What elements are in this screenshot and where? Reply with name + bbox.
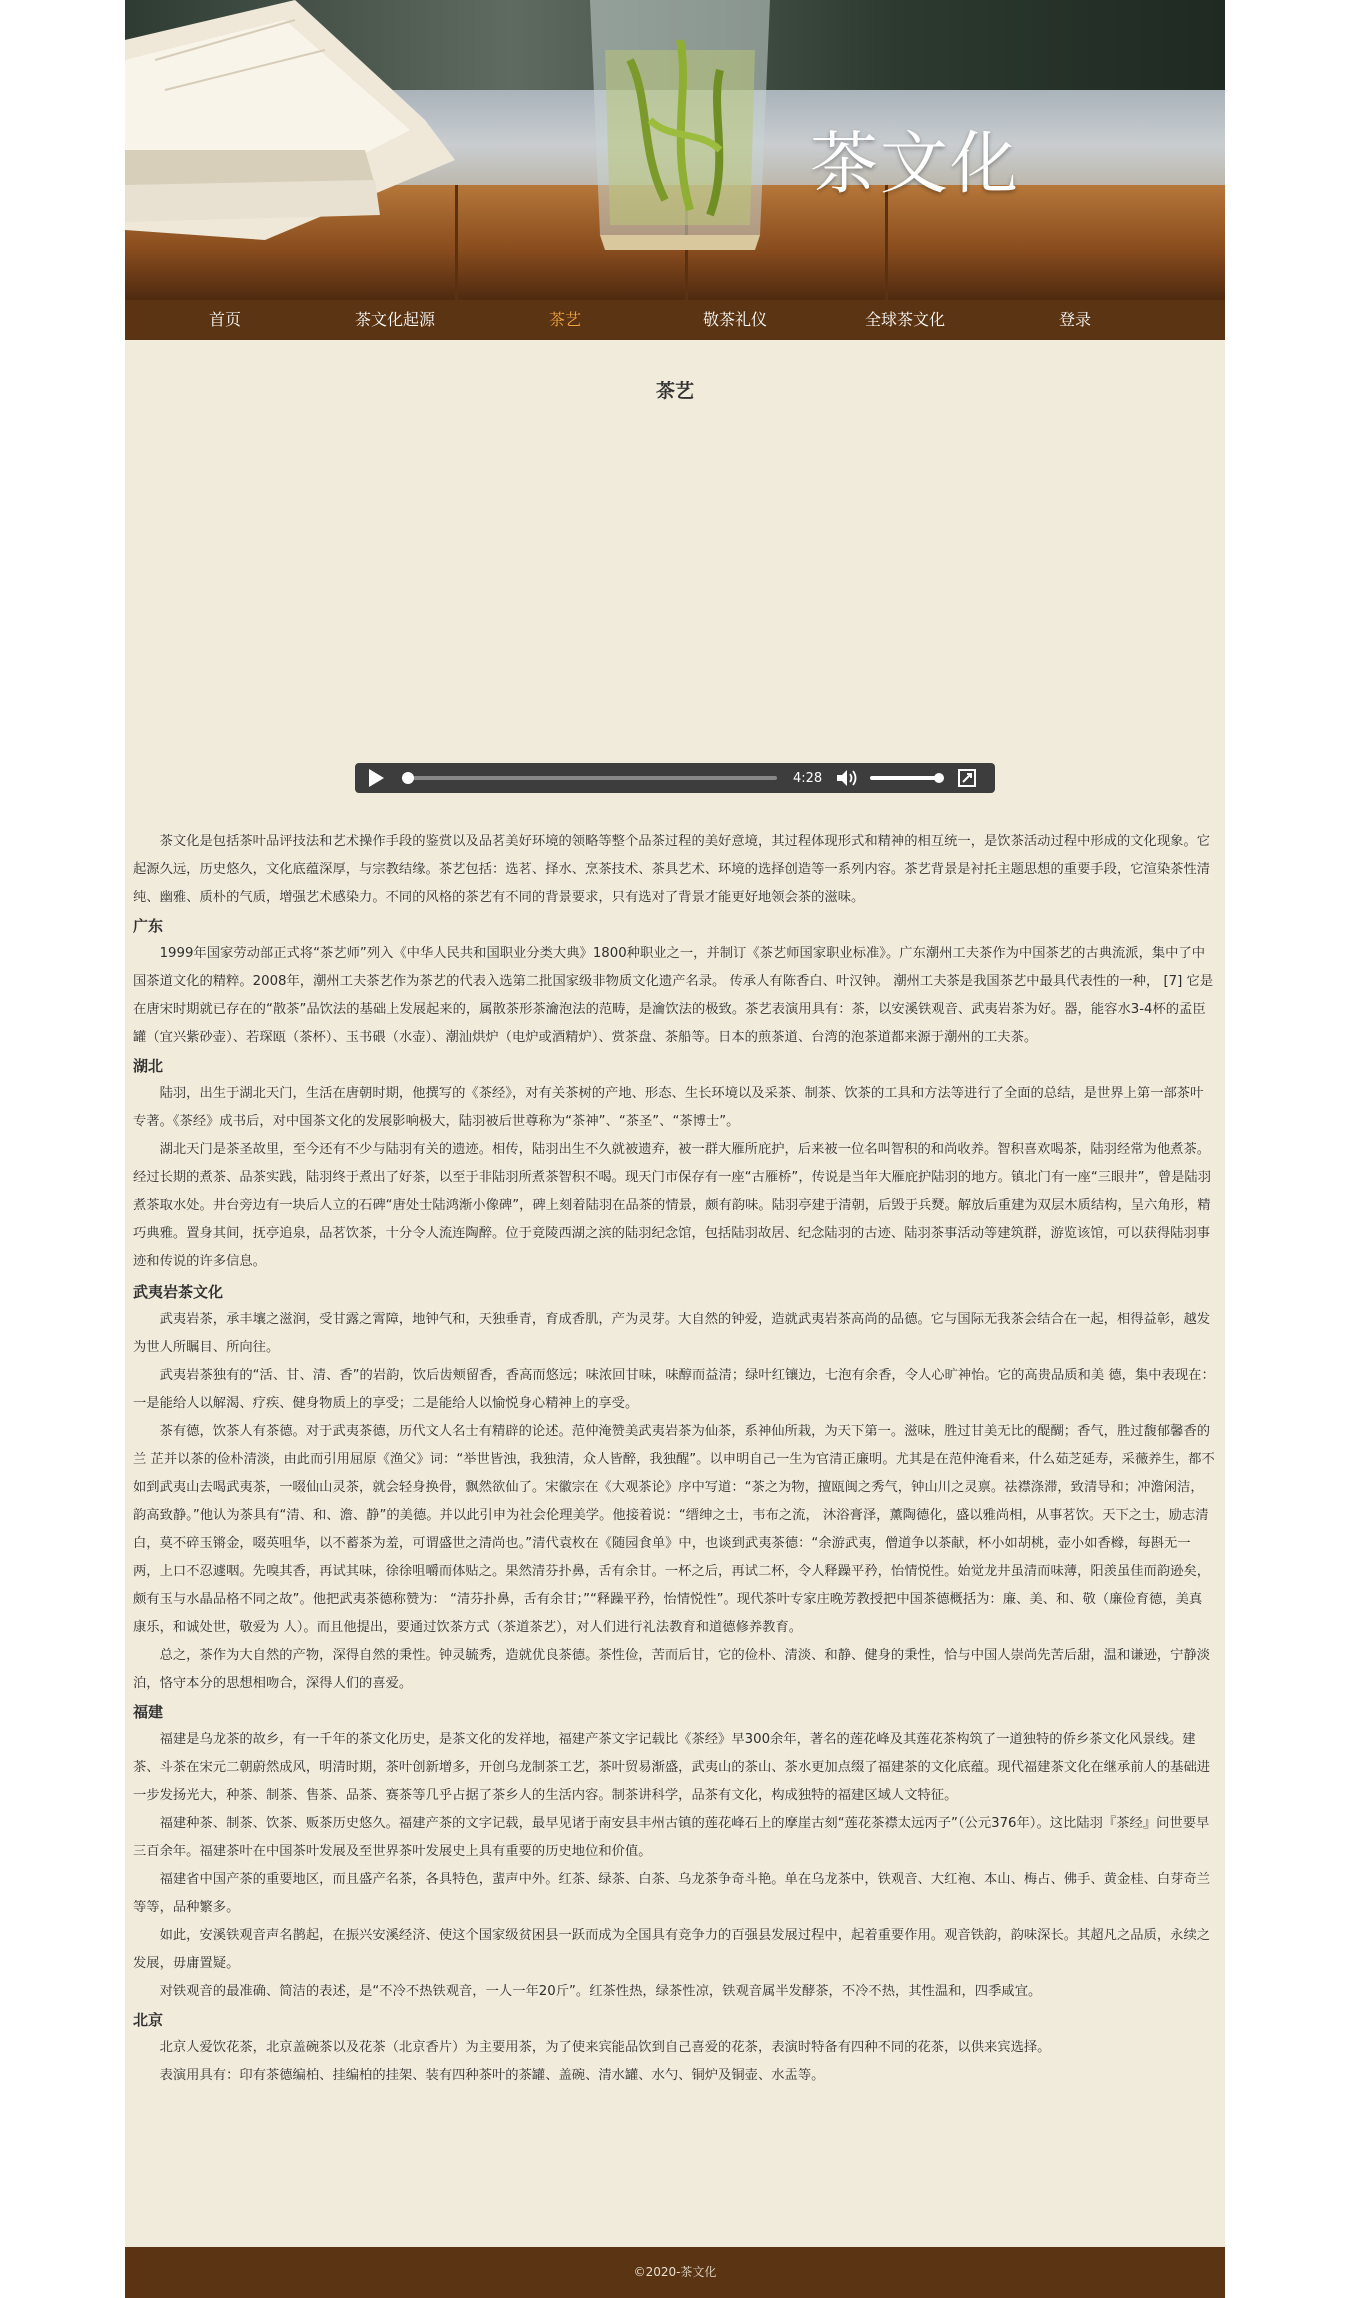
volume-handle[interactable] — [934, 773, 944, 783]
nav-item-global-tea[interactable]: 全球茶文化 — [864, 310, 945, 329]
paragraph: 1999年国家劳动部正式将“茶艺师”列入《中华人民共和国职业分类大典》1800种职业之一，并制订《茶艺师国家职业标准》。广东潮州工夫茶作为中国茶艺的古典流派，集中了中国茶道文化的精粹。2008年，潮州工夫茶艺作为茶艺的代表入选第二批国家级非物质文化遗产名录。 传承人有陈香白、叶汉钟。 潮州工夫茶是我国茶艺中最具代表性的一种， [7] 它是在唐宋时期就已存在的“散茶”品饮法的基础上发展起来的，属散茶形茶瀹泡法的范畴，是瀹饮法的极致。茶艺表演用具有：茶，以安溪铁观音、武夷岩茶为好。器，能容水3-4杯的孟臣罐（宜兴紫砂壶）、若琛瓯（茶杯）、玉书碨（水壶）、潮汕烘炉（电炉或酒精炉）、赏茶盘、茶船等。日本的煎茶道、台湾的泡茶道都来源于潮州的工夫茶。 — [133, 946, 1214, 1045]
open-book-image — [125, 0, 455, 250]
paragraph: 武夷岩茶，承丰壤之滋润，受甘露之霄障，地钟气和，天独垂青，育成香肌，产为灵芽。大自然的钟爱，造就武夷岩茶高尚的品德。它与国际无我茶会结合在一起，相得益彰，越发为世人所瞩目、所向往。 — [133, 1312, 1211, 1355]
page-container — [125, 0, 1225, 2298]
section-title-guangdong: 广东 — [133, 917, 164, 935]
paragraph: 如此，安溪铁观音声名鹊起，在振兴安溪经济、使这个国家级贫困县一跃而成为全国具有竞争力的百强县发展过程中，起着重要作用。观音铁韵，韵味深长。其超凡之品质，永续之发展，毋庸置疑。 — [133, 1928, 1211, 1971]
intro-paragraph: 茶文化是包括茶叶品评技法和艺术操作手段的鉴赏以及品茗美好环境的领略等整个品茶过程的美好意境，其过程体现形式和精神的相互统一，是饮茶活动过程中形成的文化现象。它起源久远，历史悠久，文化底蕴深厚，与宗教结缘。茶艺包括：选茗、择水、烹茶技术、茶具艺术、环境的选择创造等一系列内容。茶艺背景是衬托主题思想的重要手段，它渲染茶性清纯、幽雅、质朴的气质，增强艺术感染力。不同的风格的茶艺有不同的背景要求，只有选对了背景才能更好地领会茶的滋味。 — [133, 834, 1211, 905]
play-icon[interactable] — [369, 769, 384, 787]
fullscreen-icon[interactable] — [958, 769, 976, 787]
paragraph: 陆羽，出生于湖北天门，生活在唐朝时期，他撰写的《茶经》，对有关茶树的产地、形态、生长环境以及采茶、制茶、饮茶的工具和方法等进行了全面的总结，是世界上第一部茶叶专著。《茶经》成书后，对中国茶文化的发展影响极大，陆羽被后世尊称为“茶神”、“茶圣”、“茶博士”。 — [133, 1086, 1204, 1129]
nav-item-origin[interactable]: 茶文化起源 — [354, 310, 435, 329]
nav-item-tea-art[interactable]: 茶艺 — [548, 310, 581, 329]
paragraph: 湖北天门是茶圣故里，至今还有不少与陆羽有关的遗迹。相传，陆羽出生不久就被遗弃，被一群大雁所庇护，后来被一位名叫智积的和尚收养。智积喜欢喝茶，陆羽经常为他煮茶。经过长期的煮茶、品茶实践，陆羽终于煮出了好茶，以至于非陆羽所煮茶智积不喝。现天门市保存有一座“古雁桥”，传说是当年大雁庇护陆羽的地方。镇北门有一座“三眼井”，曾是陆羽煮茶取水处。井台旁边有一块后人立的石碑“唐处士陆鸿渐小像碑”，碑上刻着陆羽在品茶的情景，颇有韵味。陆羽亭建于清朝，后毁于兵燹。解放后重建为双层木质结构，呈六角形，精巧典雅。置身其间，抚亭追泉，品茗饮茶，十分令人流连陶醉。位于竟陵西湖之滨的陆羽纪念馆，包括陆羽故居、纪念陆羽的古迹、陆羽茶事活动等建筑群，游览该馆，可以获得陆羽事迹和传说的许多信息。 — [133, 1142, 1212, 1269]
video-player[interactable] — [355, 410, 995, 765]
paragraph: 北京人爱饮花茶，北京盖碗茶以及花茶（北京香片）为主要用茶，为了使来宾能品饮到自己喜爱的花茶，表演时特备有四种不同的花茶，以供来宾选择。 — [159, 2040, 1051, 2055]
banner-title: 茶文化 — [810, 125, 1021, 204]
paragraph: 武夷岩茶独有的“活、甘、清、香”的岩韵，饮后齿颊留香，香高而悠远；味浓回甘味，味醇而益清；绿叶红镶边，七泡有余香，令人心旷神怡。它的高贵品质和美 德，集中表现在：一是能给人以解渴、疗疾、健身物质上的享受；二是能给人以愉悦身心精神上的享受。 — [133, 1368, 1215, 1411]
paragraph: 茶有德，饮茶人有茶德。对于武夷茶德，历代文人名士有精辟的论述。范仲淹赞美武夷岩茶为仙茶，系神仙所栽，为天下第一。滋味，胜过甘美无比的醍醐；香气，胜过馥郁馨香的兰 芷并以茶的俭朴清淡，由此而引用屈原《渔父》词：“举世皆浊，我独清，众人皆醉，我独醒”。以申明自己一生为官清正廉明。尤其是在范仲淹看来，什么茹芝延寿，采薇养生，都不如到武夷山去喝武夷茶，一啜仙山灵茶，就会轻身换骨，飘然欲仙了。宋徽宗在《大观茶论》序中写道：“茶之为物，擅瓯闽之秀气，钟山川之灵禀。祛襟涤滞，致清导和；冲澹闲洁，韵高致静。”他认为茶具有“清、和、澹、静”的美德。并以此引申为社会伦理美学。他接着说：“缙绅之士，韦布之流， 沐浴膏泽，薰陶德化，盛以雅尚相，从事茗饮。天下之士，励志清白，莫不碎玉锵金，啜英咀华，以不蓄茶为羞，可谓盛世之清尚也。”清代袁枚在《随园食单》中，也谈到武夷茶德：“余游武夷，僧道争以茶献，杯小如胡桃，壶小如香橼，每斟无一两，上口不忍遽咽。先嗅其香，再试其味，徐徐咀嚼而体贴之。果然清芬扑鼻，舌有余甘。一杯之后，再试二杯，令人释躁平矜，怡情悦性。始觉龙井虽清而味薄，阳羡虽佳而韵逊矣，颇有玉与水晶品格不同之故”。他把武夷茶德称赞为： “清芬扑鼻，舌有余甘；”“释躁平矜，怡情悦性”。现代茶叶专家庄晚芳教授把中国茶德概括为：廉、美、和、敬（廉俭育德，美真康乐，和诚处世，敬爱为 人）。而且他提出，要通过饮茶方式（茶道茶艺），对人们进行礼法教育和道德修养教育。 — [133, 1424, 1215, 1635]
section-title-wuyi: 武夷岩茶文化 — [133, 1283, 224, 1301]
paragraph: 福建种茶、制茶、饮茶、贩茶历史悠久。福建产茶的文字记载，最早见诸于南安县丰州古镇的莲花峰石上的摩崖古刻“莲花茶襟太远丙子”（公元376年）。这比陆羽『茶经』问世要早三百余年。福建茶叶在中国茶叶发展及至世界茶叶发展史上具有重要的历史地位和价值。 — [133, 1816, 1210, 1859]
paragraph: 表演用具有：印有茶德编柏、挂编柏的挂架、装有四种茶叶的茶罐、盖碗、清水罐、水勺、铜炉及铜壶、水盂等。 — [159, 2068, 825, 2083]
article-body — [133, 828, 1215, 2090]
paragraph: 总之，茶作为大自然的产物，深得自然的秉性。钟灵毓秀，造就优良茶德。茶性俭，苦而后甘，它的俭朴、清淡、和静、健身的秉性，恰与中国人崇尚先苦后甜，温和谦逊，宁静淡泊，恪守本分的思想相吻合，深得人们的喜爱。 — [133, 1648, 1211, 1691]
tea-glass-image — [570, 0, 790, 250]
footer — [125, 2247, 1225, 2298]
section-title-beijing: 北京 — [133, 2011, 164, 2029]
section-title-hubei: 湖北 — [133, 1057, 164, 1075]
paragraph: 福建省中国产茶的重要地区，而且盛产名茶，各具特色，蜚声中外。红茶、绿茶、白茶、乌龙茶争奇斗艳。单在乌龙茶中，铁观音、大红袍、本山、梅占、佛手、黄金桂、白芽奇兰等等，品种繁多。 — [133, 1872, 1211, 1915]
progress-handle[interactable] — [402, 772, 414, 784]
video-controls — [355, 763, 995, 793]
footer-copyright: ©2020-茶文化 — [633, 2265, 717, 2279]
volume-icon[interactable] — [836, 769, 858, 787]
table-plank-gap — [455, 185, 458, 300]
nav-item-etiquette[interactable]: 敬茶礼仪 — [702, 310, 767, 329]
page-title: 茶艺 — [655, 380, 694, 402]
section-title-fujian: 福建 — [133, 1703, 164, 1721]
nav-item-home[interactable]: 首页 — [208, 310, 241, 329]
paragraph: 福建是乌龙茶的故乡，有一千年的茶文化历史，是茶文化的发祥地，福建产茶文字记载比《茶经》早300余年，著名的莲花峰及其莲花茶构筑了一道独特的侨乡茶文化风景线。建茶、斗茶在宋元二朝蔚然成风，明清时期，茶叶创新增多，开创乌龙制茶工艺，茶叶贸易渐盛，武夷山的茶山、茶水更加点缀了福建茶的文化底蕴。现代福建茶文化在继承前人的基础进一步发扬光大，种茶、制茶、售茶、品茶、赛茶等几乎占据了茶乡人的生活内容。制茶讲科学，品茶有文化，构成独特的福建区域人文特征。 — [133, 1732, 1211, 1803]
video-progress-bar[interactable] — [402, 776, 777, 780]
main-nav — [125, 300, 1225, 340]
video-duration: 4:28 — [793, 770, 823, 786]
volume-slider[interactable] — [870, 776, 940, 780]
banner — [125, 0, 1225, 300]
nav-item-login[interactable]: 登录 — [1058, 310, 1091, 329]
paragraph: 对铁观音的最准确、简洁的表述，是“不冷不热铁观音，一人一年20斤”。红茶性热，绿茶性凉，铁观音属半发酵茶，不冷不热，其性温和，四季咸宜。 — [159, 1984, 1042, 1999]
